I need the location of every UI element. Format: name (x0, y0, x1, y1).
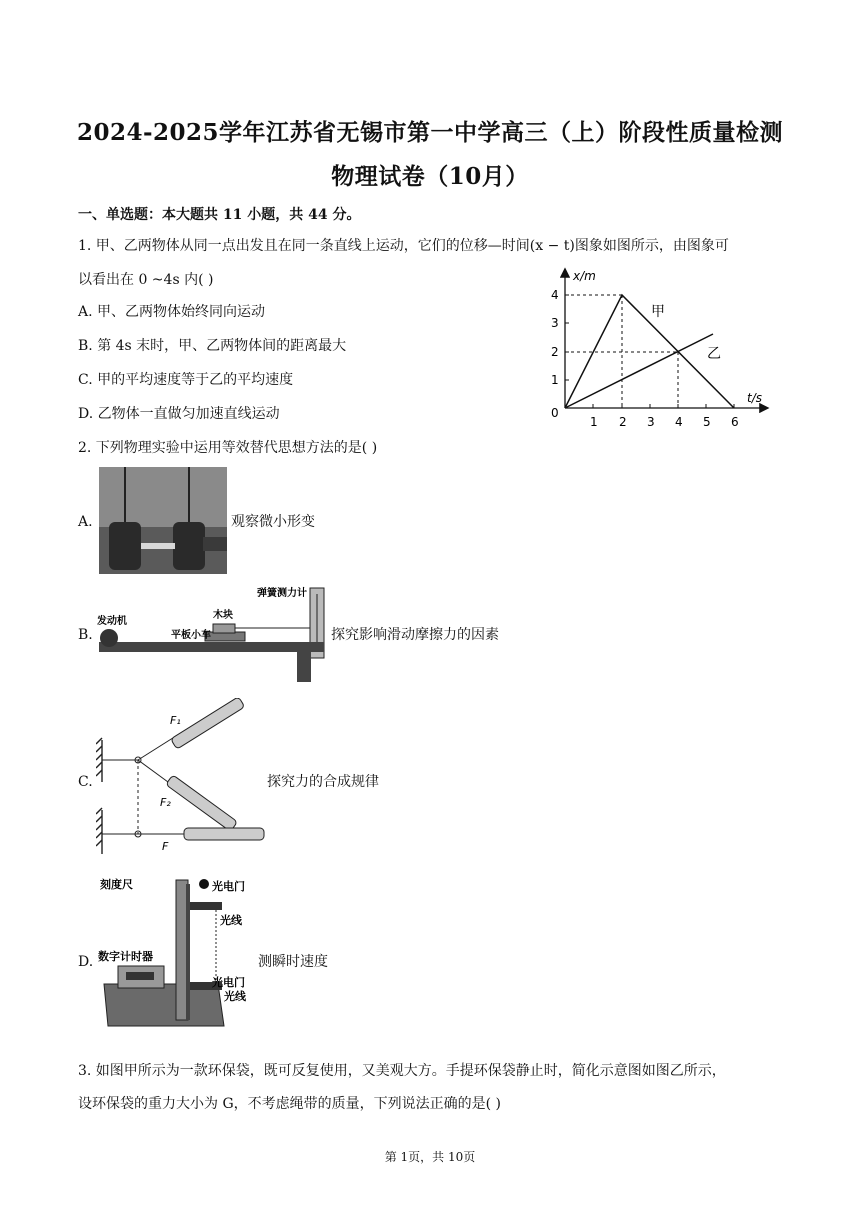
q1-option-b: B. 第 4s 末时，甲、乙两物体间的距离最大 (78, 338, 347, 354)
x-tick-1: 1 (590, 415, 598, 429)
label-motor: 发动机 (97, 616, 127, 627)
x-tick-6: 6 (731, 415, 739, 429)
series-yi-line (565, 334, 713, 408)
section-header: 一、单选题：本大题共 11 小题，共 44 分。 (78, 207, 361, 223)
series-yi-label: 乙 (707, 346, 721, 362)
q2-option-b-letter: B. (78, 627, 93, 643)
q3-stem-line2: 设环保袋的重力大小为 G，不考虑绳带的质量，下列说法正确的是( ) (78, 1096, 502, 1112)
q2-stem: 2. 下列物理实验中运用等效替代思想方法的是( ) (78, 440, 378, 456)
x-tick-4: 4 (675, 415, 683, 429)
x-axis-label: t/s (747, 391, 762, 405)
q2-option-a-text: 观察微小形变 (231, 514, 315, 530)
y-tick-1: 1 (551, 373, 559, 387)
label-f2: F₂ (160, 796, 171, 809)
q1-option-d: D. 乙物体一直做匀加速直线运动 (78, 406, 280, 422)
q2-option-b-text: 探究影响滑动摩擦力的因素 (331, 627, 499, 643)
q1-option-c: C. 甲的平均速度等于乙的平均速度 (78, 372, 294, 388)
label-spring-scale: 弹簧测力计 (257, 588, 307, 599)
series-jia-label: 甲 (651, 304, 665, 320)
q1-option-a: A. 甲、乙两物体始终同向运动 (78, 304, 266, 320)
q2-option-b-diagram (95, 584, 331, 684)
y-tick-4: 4 (551, 288, 559, 302)
y-axis-label: x/m (573, 269, 596, 283)
q3-stem-line1: 3. 如图甲所示为一款环保袋，既可反复使用，又美观大方。手提环保袋静止时，简化示意图如图乙所示， (78, 1063, 726, 1079)
q2-option-c-text: 探究力的合成规律 (267, 774, 379, 790)
label-gate-bottom: 光电门 (212, 976, 245, 989)
q2-option-d-diagram (98, 874, 258, 1034)
y-tick-2: 2 (551, 345, 559, 359)
q2-option-c-letter: C. (78, 774, 93, 790)
q1-stem-line1: 1. 甲、乙两物体从同一点出发且在同一条直线上运动，它们的位移—时间(x − t)图象如图所示，由图象可 (78, 238, 729, 254)
q2-option-d-text: 测瞬时速度 (258, 954, 328, 970)
x-tick-5: 5 (703, 415, 711, 429)
q2-option-d-letter: D. (78, 954, 94, 970)
page-footer: 第 1页，共 10页 (384, 1150, 476, 1164)
q2-option-c-diagram (96, 698, 271, 858)
x-tick-3: 3 (647, 415, 655, 429)
q2-option-a-letter: A. (78, 514, 93, 530)
label-block: 木块 (213, 610, 233, 621)
origin-label: 0 (551, 406, 559, 420)
paper-title-line1: 2024-2025学年江苏省无锡市第一中学高三（上）阶段性质量检测 (76, 119, 784, 146)
label-f: F (162, 840, 169, 853)
label-cart: 平板小车 (171, 630, 211, 641)
label-ruler: 刻度尺 (100, 878, 133, 891)
q2-option-a-photo (99, 467, 227, 574)
label-f1: F₁ (170, 714, 181, 727)
q1-stem-line2: 以看出在 0 ~4s 内( ) (78, 272, 214, 288)
q1-xt-graph (535, 262, 775, 434)
label-timer: 数字计时器 (98, 950, 153, 963)
label-beam-top: 光线 (220, 914, 242, 927)
label-beam-bottom: 光线 (224, 990, 246, 1003)
x-tick-2: 2 (619, 415, 627, 429)
paper-title-line2: 物理试卷（10月） (331, 163, 529, 190)
y-tick-3: 3 (551, 316, 559, 330)
label-gate-top: 光电门 (212, 880, 245, 893)
